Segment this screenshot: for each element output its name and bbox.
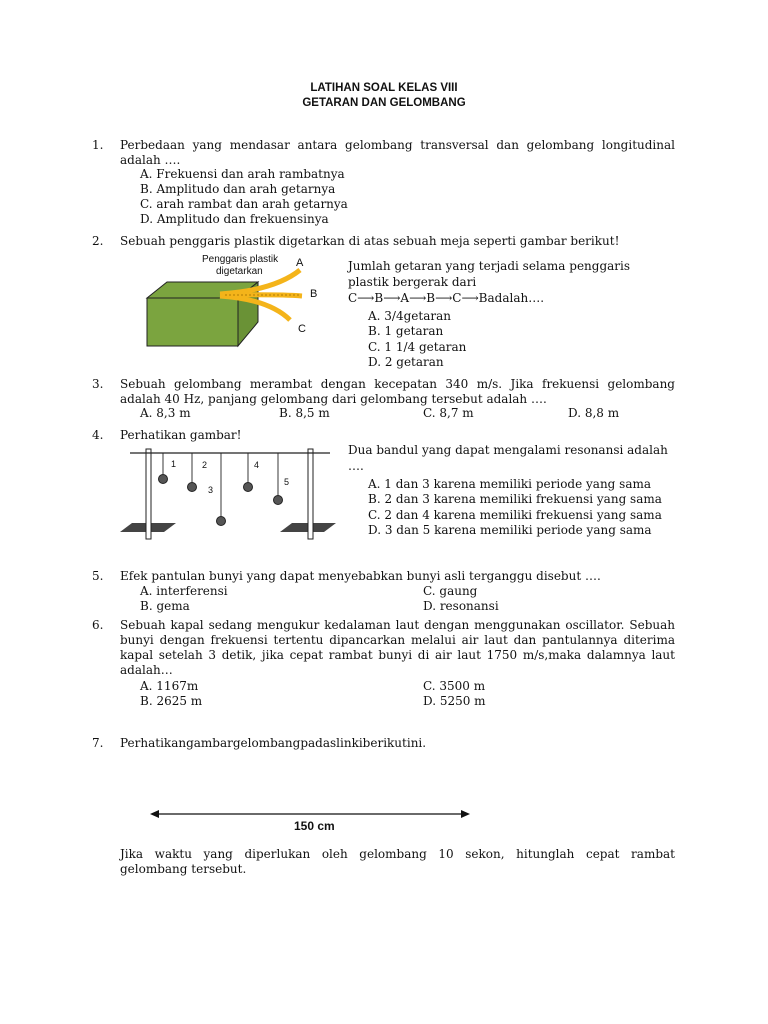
pendulum-1-bob	[159, 475, 168, 484]
pendulum-figure	[120, 445, 340, 543]
question-4-option-b: B. 2 dan 3 karena memiliki frekuensi yang sama	[368, 492, 662, 506]
question-2-option-c: C. 1 1/4 getaran	[368, 340, 467, 354]
question-2-number: 2.	[92, 234, 104, 248]
question-1-option-b: B. Amplitudo dan arah getarnya	[140, 182, 336, 196]
question-6-text-line1: Sebuah kapal sedang mengukur kedalaman laut dengan menggunakan oscillator. Sebuah	[120, 618, 675, 632]
question-7-text: Perhatikangambargelombangpadaslinkiberikutini.	[120, 736, 427, 750]
question-7-followup-line2: gelombang tersebut.	[120, 862, 247, 876]
question-6-option-d: D. 5250 m	[423, 694, 486, 708]
question-4-text: Perhatikan gambar!	[120, 428, 242, 442]
pendulum-2-bob	[188, 483, 197, 492]
slinky-length-figure	[148, 805, 473, 835]
question-2-side-line3: C⟶B⟶A⟶B⟶C⟶Badalah….	[348, 291, 545, 305]
point-b-label: B	[310, 288, 318, 300]
question-4-number: 4.	[92, 428, 104, 442]
question-5-option-c: C. gaung	[423, 584, 478, 598]
pendulum-5-bob	[274, 496, 283, 505]
length-label: 150 cm	[294, 819, 335, 833]
question-5-text: Efek pantulan bunyi yang dapat menyebabkan bunyi asli terganggu disebut ….	[120, 569, 601, 583]
question-4-side-line2: ….	[348, 459, 364, 473]
right-post	[308, 449, 313, 539]
pendulum-4-label: 4	[254, 460, 260, 470]
question-3-text-line2: adalah 40 Hz, panjang gelombang dari gelombang tersebut adalah ….	[120, 392, 547, 406]
question-5-option-b: B. gema	[140, 599, 190, 613]
figure-label-line1: Penggaris plastik	[202, 254, 279, 265]
question-3-text-line1: Sebuah gelombang merambat dengan kecepatan 340 m/s. Jika frekuensi gelombang	[120, 377, 675, 391]
question-1-text-line2: adalah ….	[120, 153, 181, 167]
question-6-option-a: A. 1167m	[140, 679, 199, 693]
ruler-table-figure	[140, 250, 340, 350]
question-4-option-d: D. 3 dan 5 karena memiliki periode yang sama	[368, 523, 652, 537]
question-5-option-a: A. interferensi	[140, 584, 228, 598]
question-2-option-d: D. 2 getaran	[368, 355, 444, 369]
figure-label-line2: digetarkan	[216, 266, 263, 277]
question-3-option-a: A. 8,3 m	[140, 406, 191, 420]
question-2-option-a: A. 3/4getaran	[368, 309, 451, 323]
question-5-option-d: D. resonansi	[423, 599, 499, 613]
question-6-text-line3: kapal setelah 3 detik, jika cepat rambat bunyi di air laut 1750 m/s,maka dalamnya laut	[120, 648, 675, 662]
question-3-option-c: C. 8,7 m	[423, 406, 474, 420]
question-7-number: 7.	[92, 736, 104, 750]
question-4-option-a: A. 1 dan 3 karena memiliki periode yang sama	[368, 477, 652, 491]
question-1-option-a: A. Frekuensi dan arah rambatnya	[140, 167, 345, 181]
question-1-text-line1: Perbedaan yang mendasar antara gelombang transversal dan gelombang longitudinal	[120, 138, 675, 152]
pendulum-3-bob	[217, 517, 226, 526]
question-3-option-b: B. 8,5 m	[279, 406, 330, 420]
question-6-number: 6.	[92, 618, 104, 632]
pendulum-4-bob	[244, 483, 253, 492]
question-6-option-b: B. 2625 m	[140, 694, 203, 708]
point-a-label: A	[296, 257, 304, 269]
pendulum-5-label: 5	[284, 477, 290, 487]
question-1-option-c: C. arah rambat dan arah getarnya	[140, 197, 348, 211]
question-3-number: 3.	[92, 377, 104, 391]
question-1-number: 1.	[92, 138, 104, 152]
left-post	[146, 449, 151, 539]
doc-title-line1: LATIHAN SOAL KELAS VIII	[310, 82, 458, 94]
arrow-right-head	[461, 810, 470, 818]
question-6-text-line2: bunyi dengan frekuensi tertentu dipancarkan melalui air laut dan pantulannya diterima	[120, 633, 675, 647]
question-3-option-d: D. 8,8 m	[568, 406, 620, 420]
doc-title-line2: GETARAN DAN GELOMBANG	[302, 97, 466, 109]
question-2-option-b: B. 1 getaran	[368, 324, 444, 338]
question-6-option-c: C. 3500 m	[423, 679, 486, 693]
question-2-side-line2: plastik bergerak dari	[348, 275, 477, 289]
pendulum-2-label: 2	[202, 460, 208, 470]
question-5-number: 5.	[92, 569, 104, 583]
question-6-text-line4: adalah…	[120, 663, 173, 677]
table-front	[147, 298, 238, 346]
question-2-side-line1: Jumlah getaran yang terjadi selama penggaris	[348, 259, 631, 273]
pendulum-1-label: 1	[171, 459, 177, 469]
point-c-label: C	[298, 323, 306, 335]
pendulum-3-label: 3	[208, 485, 214, 495]
question-4-side-line1: Dua bandul yang dapat mengalami resonansi adalah	[348, 443, 668, 457]
question-4-option-c: C. 2 dan 4 karena memiliki frekuensi yang sama	[368, 508, 662, 522]
question-7-followup-line1: Jika waktu yang diperlukan oleh gelombang 10 sekon, hitunglah cepat rambat	[120, 847, 675, 861]
question-1-option-d: D. Amplitudo dan frekuensinya	[140, 212, 329, 226]
arrow-left-head	[150, 810, 159, 818]
question-2-text: Sebuah penggaris plastik digetarkan di atas sebuah meja seperti gambar berikut!	[120, 234, 620, 248]
